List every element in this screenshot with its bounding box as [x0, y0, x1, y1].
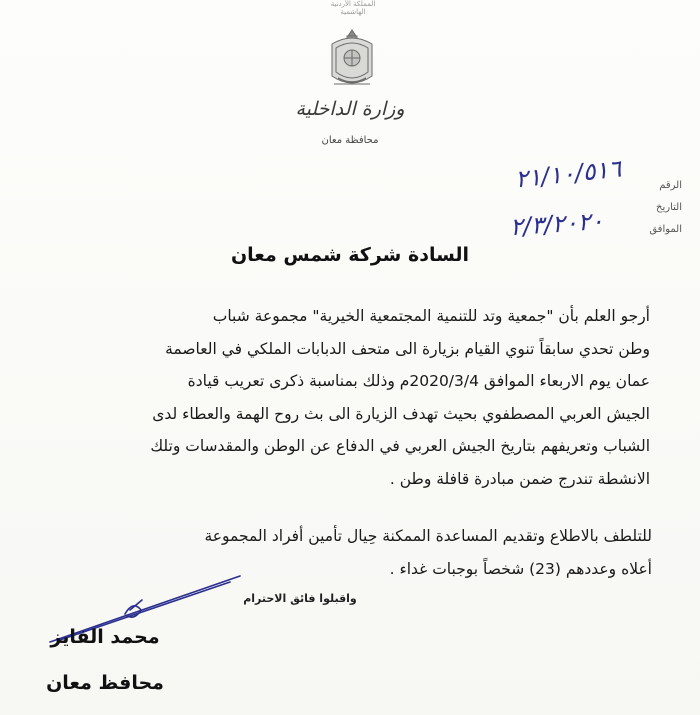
- body-line: الجيش العربي المصطفوي بحيث تهدف الزيارة الى بث روح الهمة والعطاء لدى: [152, 404, 650, 423]
- body-line: عمان يوم الاربعاء الموافق 2020/3/4م وذلك بمناسبة ذكرى تعريب قيادة: [187, 372, 650, 390]
- body-line: الشباب وتعريفهم بتاريخ الجيش العربي في الدفاع عن الوطن والمقدسات وتلك: [150, 437, 650, 455]
- body-line: الانشطة تندرج ضمن مبادرة قافلة وطن .: [389, 469, 650, 488]
- reference-date-label: التاريخ: [656, 202, 682, 213]
- letter-body: [42, 300, 650, 495]
- reference-corresponding-label: الموافق: [649, 224, 682, 235]
- body-line: أعلاه وعددهم (23) شخصاً بوجبات غداء .: [389, 559, 652, 578]
- ministry-name: وزارة الداخلية: [295, 98, 405, 120]
- body-line: أرجو العلم بأن "جمعية وتد للتنمية المجتمعية الخيرية" مجموعة شباب: [212, 307, 650, 325]
- closing-regards: واقبلوا فائق الاحترام: [243, 592, 357, 605]
- body-line: وطن تحدي سابقاً تنوي القيام بزيارة الى متحف الدبابات الملكي في العاصمة: [165, 339, 650, 358]
- signer-name: محمد الفايز: [50, 626, 160, 648]
- addressee-heading: السادة شركة شمس معان: [230, 244, 470, 266]
- handwritten-date: ٢/٣/٢٠٢٠: [509, 206, 605, 242]
- royal-crest-emblem: [326, 28, 378, 94]
- signer-title: محافظ معان: [46, 672, 164, 694]
- body-line: للتلطف بالاطلاع وتقديم المساعدة الممكنة حِيال تأمين أفراد المجموعة: [204, 527, 652, 545]
- handwritten-reference-number: ٢١/١٠/٥١٦: [513, 154, 623, 194]
- reference-number-label: الرقم: [659, 180, 682, 191]
- header-top-text: المملكة الأردنية الهاشمية: [330, 0, 376, 16]
- governorate-name: محافظة معان: [321, 135, 379, 146]
